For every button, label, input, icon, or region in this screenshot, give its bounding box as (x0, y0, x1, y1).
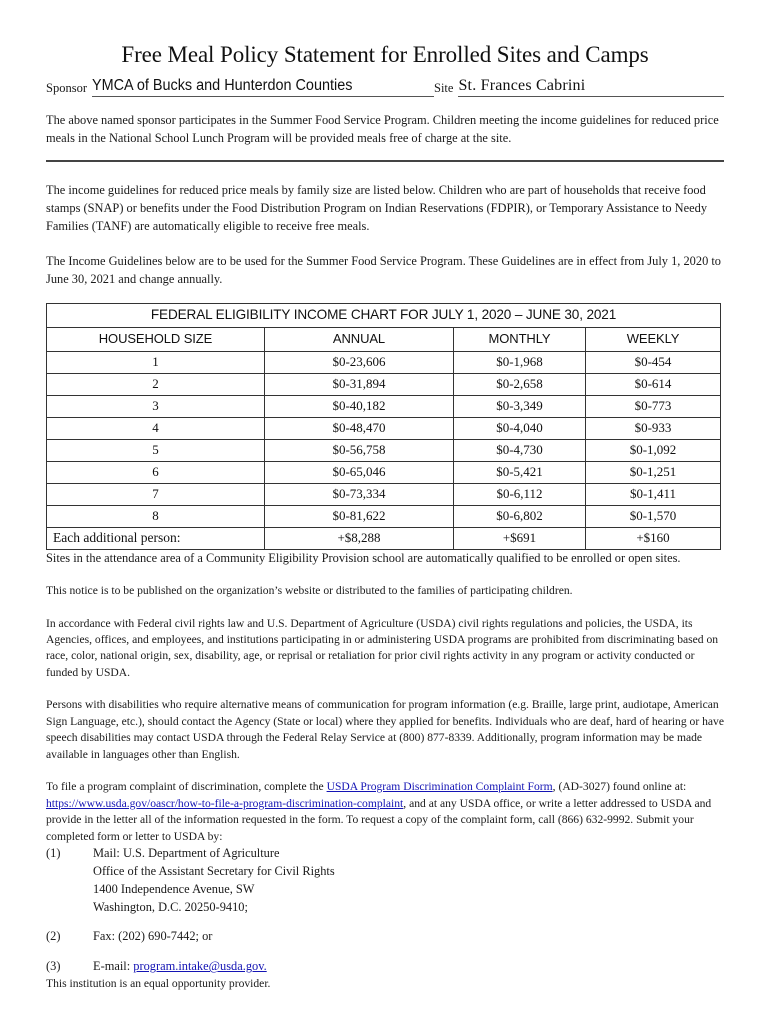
cell-weekly: $0-1,092 (586, 439, 721, 461)
complaint-after-url-text: , and at any USDA office, or write a letter addressed to USDA and provide in the letter all of the information requested in the form. To request a copy of the complaint form, call (866) 632-9992. Submit your completed form or letter to USDA by: (46, 796, 712, 843)
table-row (47, 483, 721, 505)
cell-monthly: $0-4,040 (454, 417, 586, 439)
complaint-paragraph (46, 779, 724, 845)
cell-annual: $0-81,622 (265, 505, 454, 527)
cell-household-size: 6 (47, 461, 265, 483)
cell-annual: $0-48,470 (265, 417, 454, 439)
cell-household-size: 3 (47, 395, 265, 417)
cell-weekly: $0-933 (586, 417, 721, 439)
list-item-body (93, 845, 724, 916)
mail-line-3: 1400 Independence Avenue, SW (93, 881, 255, 896)
cell-household-size: 8 (47, 505, 265, 527)
program-intake-email-link[interactable]: program.intake@usda.gov. (133, 959, 267, 974)
table-title: FEDERAL ELIGIBILITY INCOME CHART FOR JULY 1, 2020 – JUNE 30, 2021 (47, 303, 721, 327)
complaint-wrap (46, 779, 724, 845)
column-header-monthly: MONTHLY (454, 327, 586, 351)
cell-monthly: $0-2,658 (454, 373, 586, 395)
usda-complaint-url-link[interactable]: https://www.usda.gov/oascr/how-to-file-a-program-discrimination-complaint (46, 796, 404, 810)
document-content (46, 0, 724, 993)
list-item-number: (2) (46, 929, 61, 944)
list-item-number: (1) (46, 846, 61, 860)
table-footer-row (47, 527, 721, 549)
cell-annual: $0-56,758 (265, 439, 454, 461)
cell-weekly: $0-1,411 (586, 483, 721, 505)
cell-monthly: $0-3,349 (454, 395, 586, 417)
cell-each-additional-monthly: +$691 (454, 527, 586, 549)
site-label: Site (434, 80, 454, 95)
cell-annual: $0-40,182 (265, 395, 454, 417)
cell-each-additional-person-label: Each additional person: (47, 527, 265, 549)
table-row (47, 461, 721, 483)
site-field[interactable] (434, 78, 724, 97)
cell-weekly: $0-454 (586, 351, 721, 373)
list-item (46, 845, 724, 916)
cell-weekly: $0-1,570 (586, 505, 721, 527)
complaint-after-form-text: , (AD-3027) found online at: (552, 780, 687, 794)
email-label: E-mail: (93, 959, 134, 974)
effective-dates-paragraph: The Income Guidelines below are to be used for the Summer Food Service Program. These Guidelines are in effect from July 1, 2020 to June 30, 2021 and change annually. (46, 254, 721, 286)
sponsor-label: Sponsor (46, 80, 87, 95)
table-title-row (47, 303, 721, 327)
cell-monthly: $0-5,421 (454, 461, 586, 483)
publish-note: This notice is to be published on the organization’s website or distributed to the families of participating children. (46, 584, 573, 598)
table-row (47, 439, 721, 461)
section-divider (46, 160, 724, 162)
intro-paragraph: The above named sponsor participates in the Summer Food Service Program. Children meeting the income guidelines for reduced price meals in the National School Lunch Program will be provided meals free of charge at the site. (46, 113, 719, 145)
cell-annual: $0-31,894 (265, 373, 454, 395)
cell-monthly: $0-6,802 (454, 505, 586, 527)
cep-note: Sites in the attendance area of a Community Eligibility Provision school are automatically qualified to be enrolled or open sites. (46, 550, 681, 565)
cell-annual: $0-73,334 (265, 483, 454, 505)
complaint-lead-text: To file a program complaint of discrimination, complete the (46, 780, 327, 794)
column-header-household-size: HOUSEHOLD SIZE (47, 327, 265, 351)
mail-line-4: Washington, D.C. 20250-9410; (93, 899, 248, 914)
effective-paragraph-wrap (46, 253, 724, 288)
contact-methods-list (46, 845, 724, 976)
closing-statement: This institution is an equal opportunity provider. (46, 977, 271, 991)
guidelines-paragraph-wrap (46, 182, 724, 235)
mail-line-2: Office of the Assistant Secretary for Civil Rights (93, 863, 335, 878)
table-row (47, 395, 721, 417)
civil-rights-paragraph: In accordance with Federal civil rights law and U.S. Department of Agriculture (USDA) civil rights regulations and policies, the USDA, its Agencies, offices, and employees, and institutions participating in or administering USDA programs are prohibited from discriminating based on race, color, national origin, sex, disability, age, or reprisal or retaliation for prior civil rights activity in any program or activity conducted or funded by USDA. (46, 616, 719, 679)
list-item (46, 928, 724, 946)
publish-note-wrap (46, 583, 724, 599)
guidelines-paragraph: The income guidelines for reduced price meals by family size are listed below. Children who are part of households that receive food stamps (SNAP) or benefits under the Food Distribution Program on Indian Reservations (FDPIR), or Temporary Assistance to Needy Families (TANF) are automatically eligible to receive free meals. (46, 183, 708, 233)
cell-each-additional-weekly: +$160 (586, 527, 721, 549)
cell-weekly: $0-773 (586, 395, 721, 417)
cell-monthly: $0-6,112 (454, 483, 586, 505)
cell-weekly: $0-614 (586, 373, 721, 395)
cell-household-size: 4 (47, 417, 265, 439)
cell-monthly: $0-1,968 (454, 351, 586, 373)
sponsor-field[interactable] (46, 78, 434, 97)
civil-rights-wrap (46, 616, 724, 682)
site-value: St. Frances Cabrini (458, 78, 586, 95)
sponsor-site-fields (46, 78, 724, 97)
usda-complaint-form-link[interactable]: USDA Program Discrimination Complaint Form (326, 780, 553, 794)
site-input[interactable] (458, 78, 724, 97)
list-item (46, 958, 724, 976)
disabilities-wrap (46, 697, 724, 763)
table-row (47, 417, 721, 439)
cell-household-size: 5 (47, 439, 265, 461)
disabilities-paragraph: Persons with disabilities who require alternative means of communication for program information (e.g. Braille, large print, audiotape, American Sign Language, etc.), should contact the Agency (State or local) where they applied for benefits. Individuals who are deaf, hard of hearing or have speech disabilities may contact USDA through the Federal Relay Service at (800) 877-8339. Additionally, program information may be made available in languages other than English. (46, 698, 724, 761)
mail-line-1: Mail: U.S. Department of Agriculture (93, 846, 280, 860)
column-header-weekly: WEEKLY (586, 327, 721, 351)
table-row (47, 505, 721, 527)
eligibility-income-table (46, 303, 721, 550)
cell-monthly: $0-4,730 (454, 439, 586, 461)
table-row (47, 373, 721, 395)
cell-each-additional-annual: +$8,288 (265, 527, 454, 549)
fax-line: Fax: (202) 690-7442; or (93, 929, 213, 944)
table-row (47, 351, 721, 373)
cell-household-size: 7 (47, 483, 265, 505)
cell-annual: $0-23,606 (265, 351, 454, 373)
cell-weekly: $0-1,251 (586, 461, 721, 483)
email-line (93, 958, 724, 976)
table-header-row (47, 327, 721, 351)
sponsor-input[interactable] (92, 78, 434, 97)
cell-household-size: 1 (47, 351, 265, 373)
cell-household-size: 2 (47, 373, 265, 395)
column-header-annual: ANNUAL (265, 327, 454, 351)
list-item-number: (3) (46, 959, 61, 974)
page-title: Free Meal Policy Statement for Enrolled Sites and Camps (121, 42, 649, 67)
intro-paragraph-wrap (46, 112, 724, 147)
sponsor-value: YMCA of Bucks and Hunterdon Counties (91, 78, 353, 95)
table-body (47, 303, 721, 549)
cell-annual: $0-65,046 (265, 461, 454, 483)
